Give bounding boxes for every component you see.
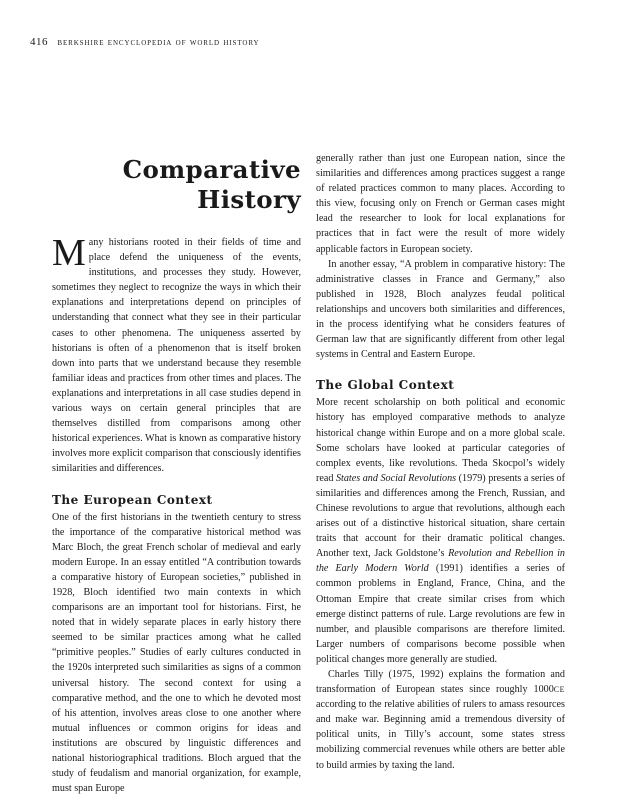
article-title-line2: History <box>197 185 301 214</box>
european-context-paragraph: One of the first historians in the twentieth century to stress the importance of the comparative historical method was Marc Bloch, the great French scholar of medieval and early modern Europe. In an essay entitled “A contribution towards a comparative history of European societies,” published in 1928, Bloch identified two main contexts in which comparisons are an important tool for historians. First, he noted that in widely separate places in early history there seemed to be similar practices among what he called “primitive peoples.” Studies of early cultures conducted in the 1920s interpreted such similarities as signs of a common universal history. The second context for using a comparative method, and the one to which he devoted most of his attention, involves areas close to one another where mutual influences or common origins for ideas and institutions are obscured by linguistic differences and national historiographical traditions. Bloch argued that the study of feudalism and manorial organization, for example, must span Europe <box>52 511 301 795</box>
european-context-paragraph-2: In another essay, “A problem in comparative history: The administrative classes in France and Germany,” also published in 1928, Bloch analyzes feudal political relationships and uncovers both similarities and differences, in the process identifying what he considers features of German law that are significantly different from other legal systems in Central and Eastern Europe. <box>316 258 565 361</box>
left-column <box>52 150 301 796</box>
section-heading-european-context: The European Context <box>52 492 213 507</box>
intro-text: any historians rooted in their fields of time and place defend the uniqueness of the events, institutions, and processes they study. However, sometimes they neglect to recognize the ways in which their explanations and interpretations depend on principles of understanding that connect what they see in their particular cases to other phenomena. The uniqueness asserted by historians is often of a phenomenon that is itself broken down into parts that we understand because they resemble familiar ideas and practices from other times and places. The explanations and interpretations in all case studies depend in various ways on certain general principles that are themselves distilled from comparisons among other historical experiences. What is known as comparative history involves more explicit comparison that consciously identifies similarities and differences. <box>52 237 301 475</box>
right-column <box>316 151 565 773</box>
section-heading-global-context: The Global Context <box>316 378 455 393</box>
drop-cap: M <box>52 232 86 274</box>
running-header <box>30 36 260 48</box>
running-title: berkshire encyclopedia of world history <box>57 37 260 48</box>
intro-paragraph <box>52 232 301 477</box>
european-context-paragraph-continued: generally rather than just one European nation, since the similarities and differences among practices suggest a range of related practices common to many places. According to this view, focusing only on French or German cases might lead the researcher to look for local explanations for practices that in fact were the result of more widely applicable factors in European society. <box>316 153 565 255</box>
article-title <box>52 155 301 215</box>
text-run: (1991) identifies a series of common problems in England, France, China, and the Ottoman Empire that create similar crises from which emerge distinct patterns of rule. Large revolutions are few in number, and plausible comparisons are therefore limited. Larger numbers of comparisons become possible when political changes more generally are studied. <box>316 563 565 665</box>
page-number: 416 <box>30 36 48 48</box>
text-run: Charles Tilly (1975, 1992) explains the formation and transformation of European states since roughly 1000 <box>316 669 565 696</box>
global-context-paragraph-2 <box>316 667 565 773</box>
book-title-revolution-and-rebellion: Revolution and Rebellion in the Early Modern World <box>316 548 565 575</box>
book-title-states-and-social-revolutions: States and Social Revolutions <box>335 472 457 484</box>
text-run: More recent scholarship on both political and economic history has employed comparative methods to analyze historical change within Europe and on a more global scale. Some scholars have looked at particular categories of complex events, like revolutions. Theda Skocpol’s widely read <box>316 397 565 484</box>
text-run: according to the relative abilities of rulers to amass resources and make war. Beginning amid a tremendous diversity of political units, in Tilly’s account, some states stress mobilizing commercial revenues while others are better able to build armies by taxing the land. <box>316 699 565 771</box>
global-context-paragraph-1 <box>316 395 565 667</box>
text-run: (1979) presents a series of similarities and differences among the French, Russian, and Chinese revolutions to argue that revolutions, although each arises out of a distinctive historical situation, share certain traits that account for their dramatic political changes. Another text, Jack Goldstone’s <box>316 472 565 560</box>
era-abbreviation: CE <box>553 685 565 695</box>
article-title-line1: Comparative <box>122 155 301 184</box>
